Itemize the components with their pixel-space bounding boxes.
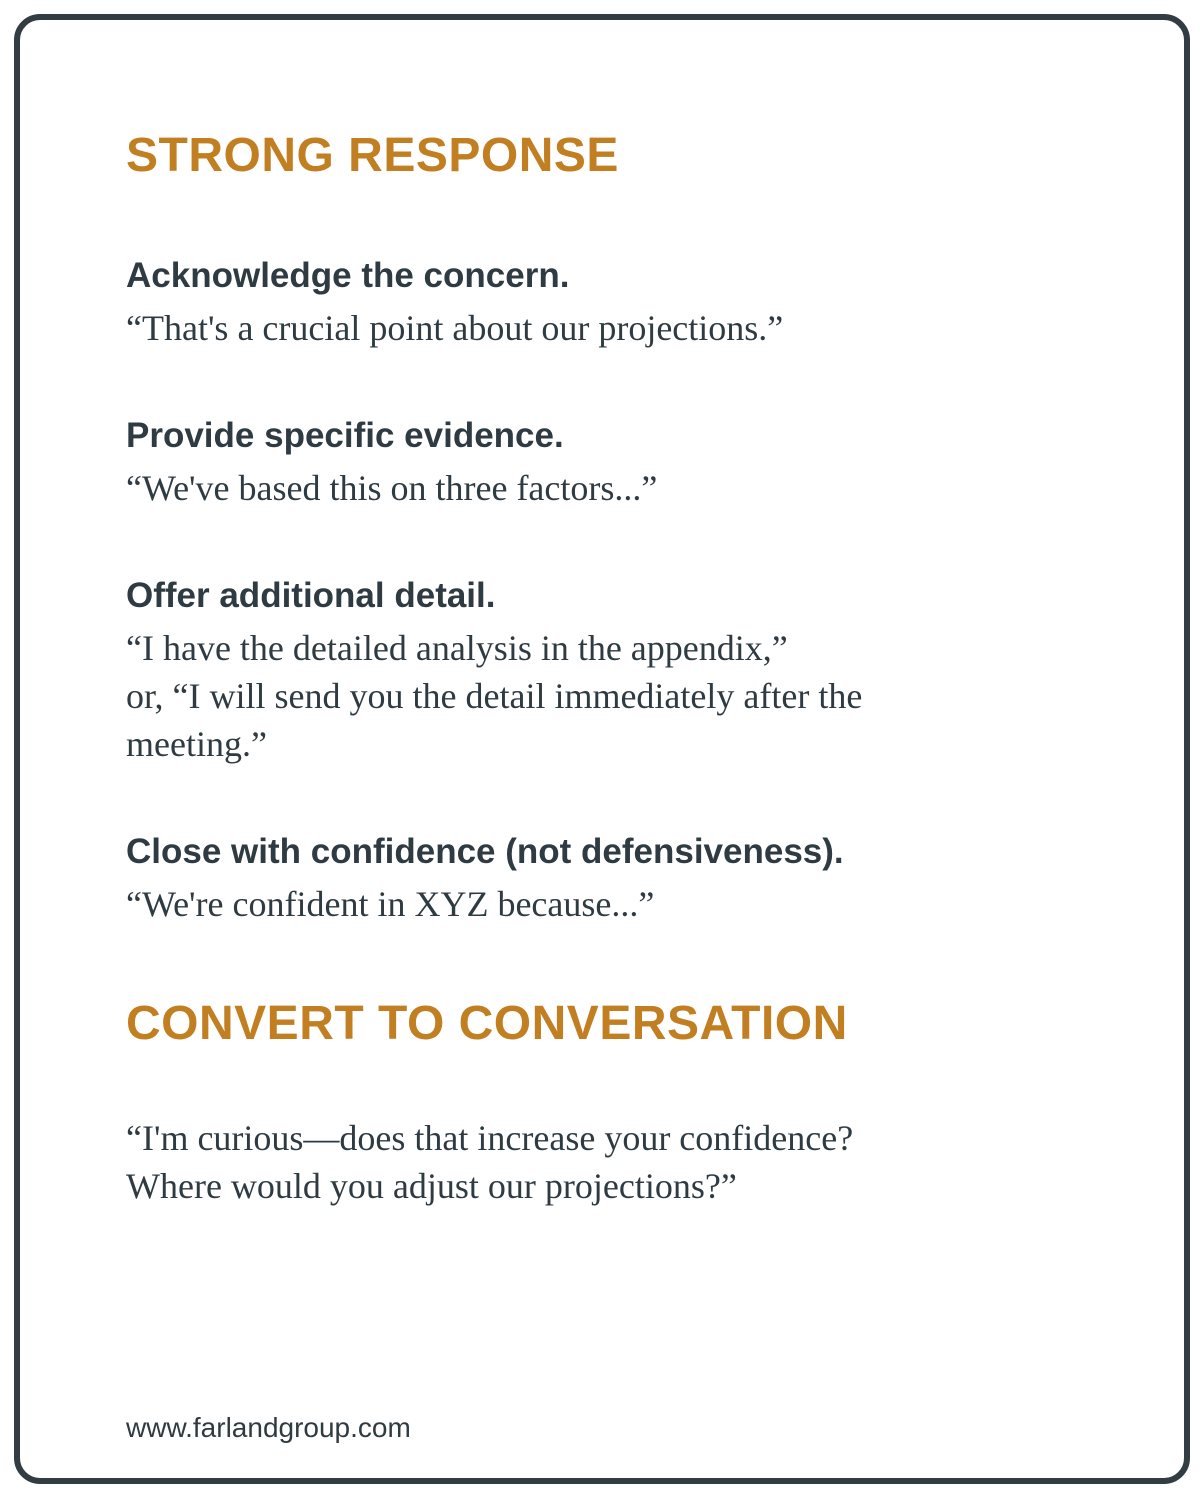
- step-quote-line-2: or, “I will send you the detail immediately after the: [126, 676, 863, 716]
- step-quote-line-1: “I have the detailed analysis in the appendix,”: [126, 628, 788, 668]
- step-title: Offer additional detail.: [126, 576, 496, 615]
- step-quote-line-3: meeting.”: [126, 724, 267, 764]
- strong-response-heading: STRONG RESPONSE: [126, 129, 619, 182]
- step-quote: “We're confident in XYZ because...”: [126, 884, 655, 924]
- step-title: Close with confidence (not defensiveness).: [126, 832, 844, 871]
- step-title: Acknowledge the concern.: [126, 256, 570, 295]
- conversation-quote-line-1: “I'm curious—does that increase your confidence?: [126, 1118, 854, 1158]
- step-quote: “We've based this on three factors...”: [126, 468, 658, 508]
- content-card: [14, 14, 1190, 1484]
- website-url: www.farlandgroup.com: [126, 1412, 411, 1443]
- conversation-quote-line-2: Where would you adjust our projections?”: [126, 1166, 737, 1206]
- step-title: Provide specific evidence.: [126, 416, 564, 455]
- convert-to-conversation-heading: CONVERT TO CONVERSATION: [126, 997, 848, 1050]
- step-quote: “That's a crucial point about our projections.”: [126, 308, 784, 348]
